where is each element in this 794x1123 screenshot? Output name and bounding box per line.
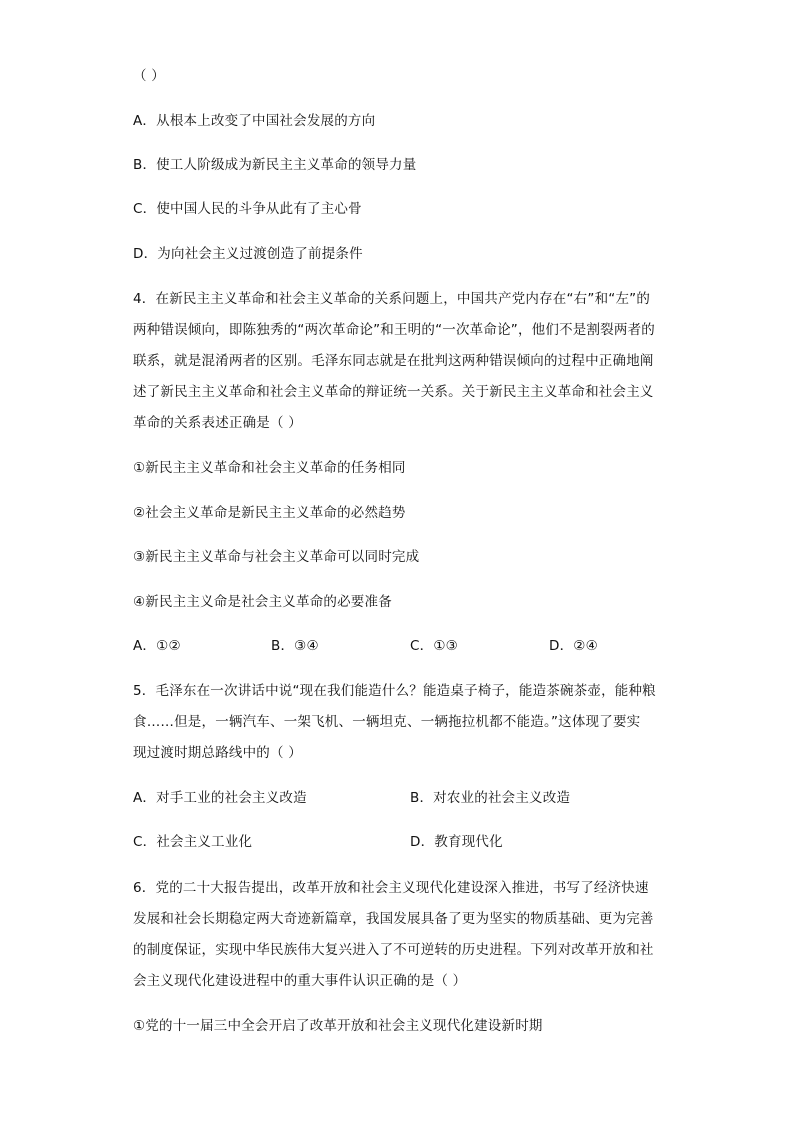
q4-statement-3: ③新民主主义革命与社会主义革命可以同时完成 [133, 549, 420, 565]
q4-choice-c: C．①③ [410, 638, 458, 654]
q4-stem-line: 述了新民主主义革命和社会主义革命的辩证统一关系。关于新民主主义革命和社会主义 [133, 384, 654, 400]
q5-choice-b: B．对农业的社会主义改造 [410, 790, 571, 806]
q4-stem-line: 革命的关系表述正确是（ ） [133, 415, 302, 431]
q4-choice-a: A．①② [133, 638, 181, 654]
q4-stem-line: 两种错误倾向，即陈独秀的“两次革命论”和王明的“一次革命论”，他们不是割裂两者的 [133, 322, 655, 338]
q5-stem-line: 现过渡时期总路线中的（ ） [133, 745, 302, 761]
q3-answer-paren: （ ） [133, 68, 165, 84]
q3-option-c: C．使中国人民的斗争从此有了主心骨 [133, 201, 362, 217]
q3-option-b: B．使工人阶级成为新民主主义革命的领导力量 [133, 157, 417, 173]
q4-choice-d: D．②④ [549, 638, 598, 654]
q5-choices-row-2 [133, 832, 653, 852]
q6-stem-line: 会主义现代化建设进程中的重大事件认识正确的是（ ） [133, 973, 467, 989]
q3-option-a: A．从根本上改变了中国社会发展的方向 [133, 113, 376, 129]
q4-stem-line: 联系，就是混淆两者的区别。毛泽东同志就是在批判这两种错误倾向的过程中正确地阐 [133, 353, 654, 369]
q4-statement-2: ②社会主义革命是新民主主义革命的必然趋势 [133, 505, 406, 521]
q4-choice-b: B．③④ [271, 638, 319, 654]
q4-choices [133, 636, 653, 656]
q6-stem-line: 6．党的二十大报告提出，改革开放和社会主义现代化建设深入推进，书写了经济快速 [133, 880, 649, 896]
q5-choice-d: D．教育现代化 [410, 834, 503, 850]
q4-statement-4: ④新民主主义命是社会主义革命的必要准备 [133, 594, 392, 610]
q5-choices-row-1 [133, 788, 653, 808]
q6-stem-line: 发展和社会长期稳定两大奇迹新篇章，我国发展具备了更为坚实的物质基础、更为完善 [133, 911, 654, 927]
q5-stem-line: 食……但是，一辆汽车、一架飞机、一辆坦克、一辆拖拉机都不能造。”这体现了要实 [133, 714, 641, 730]
q6-stem-line: 的制度保证，实现中华民族伟大复兴进入了不可逆转的历史进程。下列对改革开放和社 [133, 942, 654, 958]
q5-choice-c: C．社会主义工业化 [133, 834, 253, 850]
q5-choice-a: A．对手工业的社会主义改造 [133, 790, 307, 806]
q4-stem-line: 4．在新民主主义革命和社会主义革命的关系问题上，中国共产党内存在“右”和“左”的 [133, 291, 651, 307]
q6-statement-1: ①党的十一届三中全会开启了改革开放和社会主义现代化建设新时期 [133, 1018, 543, 1034]
q3-option-d: D．为向社会主义过渡创造了前提条件 [133, 246, 363, 262]
q4-statement-1: ①新民主主义革命和社会主义革命的任务相同 [133, 460, 406, 476]
q5-stem-line: 5．毛泽东在一次讲话中说“现在我们能造什么？能造桌子椅子，能造茶碗茶壶，能种粮 [133, 683, 656, 699]
